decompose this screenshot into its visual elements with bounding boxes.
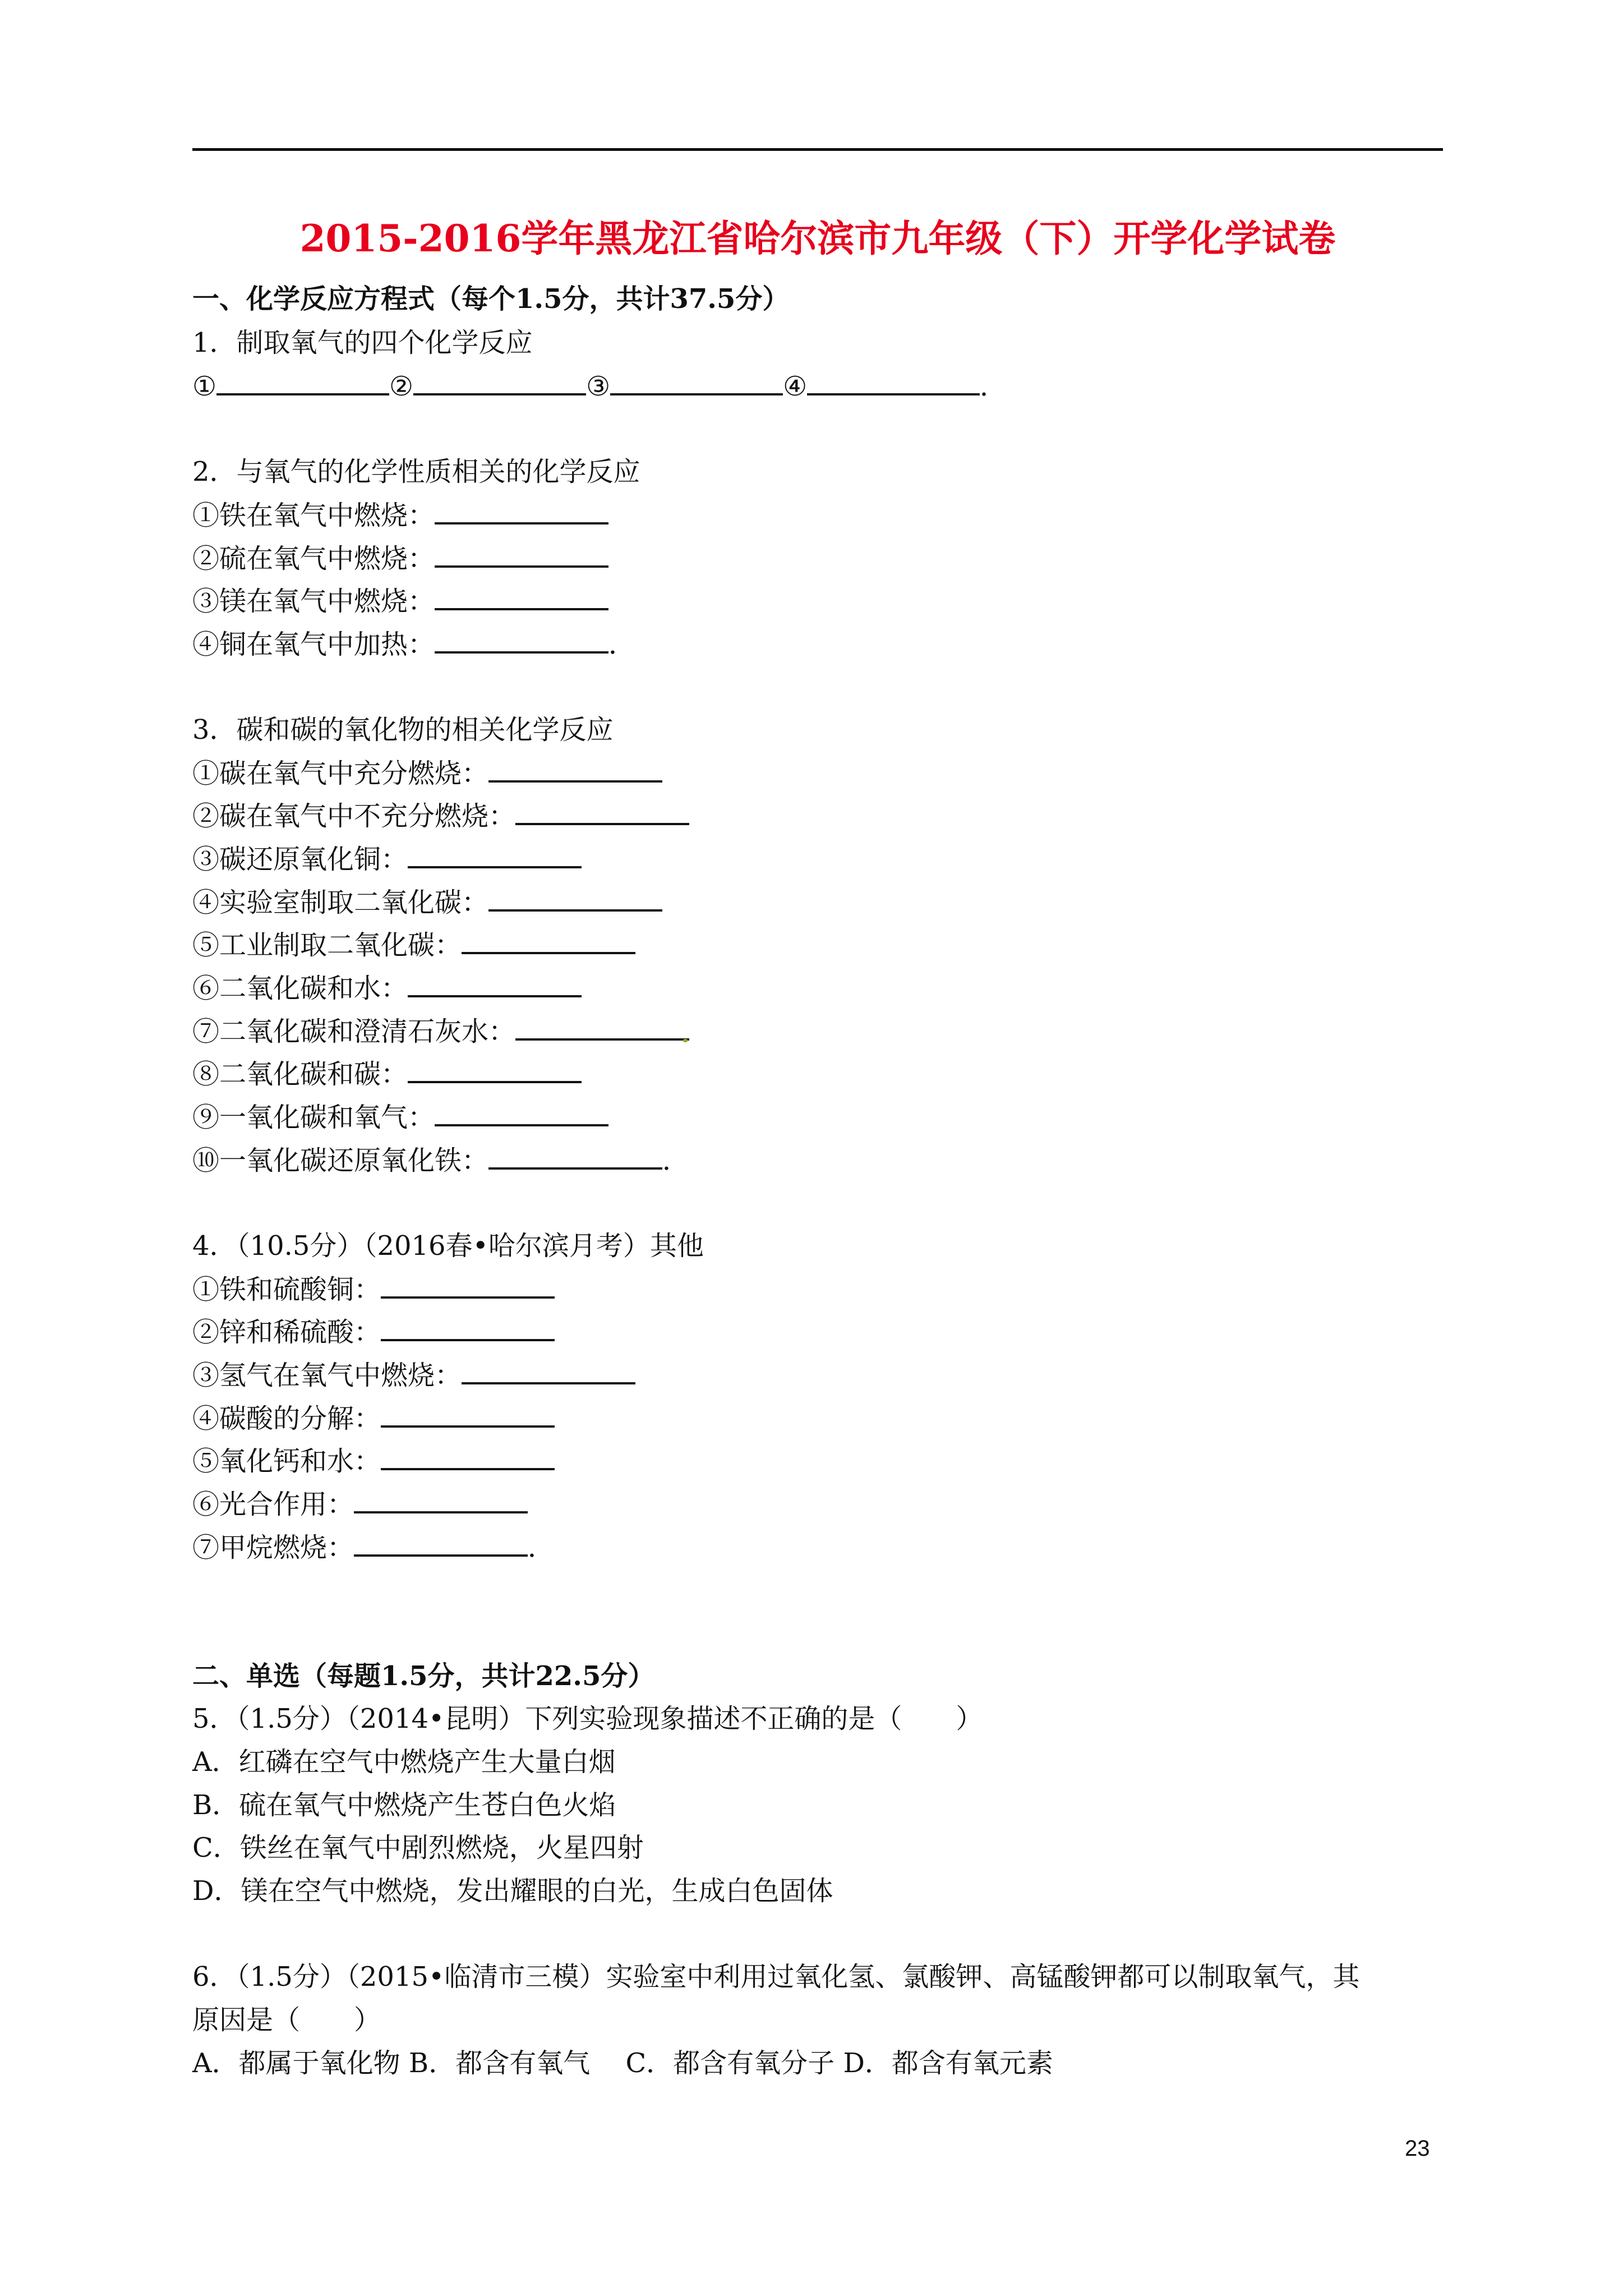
q2-item: ①铁在氧气中燃烧：: [192, 496, 608, 534]
q1-blank-2[interactable]: [413, 367, 586, 395]
answer-blank[interactable]: [435, 540, 608, 568]
q4-item: ⑦甲烷燃烧： ．: [192, 1529, 555, 1566]
q3-item: ⑥二氧化碳和水：: [192, 969, 582, 1007]
answer-blank[interactable]: [381, 1271, 555, 1299]
header-rule: [192, 148, 1443, 151]
answer-blank[interactable]: [408, 1055, 582, 1083]
q3-item: ⑦二氧化碳和澄清石灰水：: [192, 1013, 689, 1050]
q1-marker-3: ③: [586, 371, 611, 402]
section-1-heading: 一、化学反应方程式（每个1.5分，共计37.5分）: [192, 283, 790, 315]
answer-blank[interactable]: [435, 1098, 608, 1126]
page-title: 2015-2016学年黑龙江省哈尔滨市九年级（下）开学化学试卷: [299, 217, 1336, 260]
answer-blank[interactable]: [381, 1313, 555, 1341]
q4-item: ②锌和稀硫酸：: [192, 1313, 555, 1351]
q3-item: ⑧二氧化碳和碳：: [192, 1055, 582, 1093]
q6-stem-line-1: 6．（1.5分）（2015•临清市三模）实验室中利用过氧化氢、氯酸钾、高锰酸钾都可以制取氧气，其: [192, 1961, 1360, 1993]
q1-blank-1[interactable]: [216, 367, 389, 395]
answer-blank[interactable]: [381, 1400, 555, 1428]
q5-option-c[interactable]: C．铁丝在氧气中剧烈燃烧，火星四射: [192, 1832, 644, 1864]
answer-blank[interactable]: [435, 496, 608, 524]
answer-blank[interactable]: [515, 1013, 689, 1041]
answer-blank[interactable]: [462, 1356, 635, 1384]
answer-blank[interactable]: [381, 1442, 555, 1470]
q4-stem: 4．（10.5分）（2016春•哈尔滨月考）其他: [192, 1230, 704, 1262]
q1-marker-1: ①: [192, 371, 217, 402]
q5-option-b[interactable]: B．硫在氧气中燃烧产生苍白色火焰: [192, 1789, 616, 1821]
q4-item: ⑤氧化钙和水：: [192, 1442, 555, 1480]
section-2-heading: 二、单选（每题1.5分，共计22.5分）: [192, 1660, 655, 1692]
answer-blank[interactable]: [462, 926, 635, 954]
q2-stem: 2．与氧气的化学性质相关的化学反应: [192, 456, 640, 487]
q3-item: ②碳在氧气中不充分燃烧：: [192, 797, 689, 835]
answer-blank[interactable]: [488, 754, 662, 783]
q3-item: ④实验室制取二氧化碳：: [192, 884, 662, 921]
answer-blank[interactable]: [435, 625, 608, 654]
q2-item: ④铜在氧气中加热： ．: [192, 625, 635, 663]
q1-end: ．: [980, 371, 1007, 402]
q1-marker-4: ④: [783, 371, 808, 402]
q4-item: ④碳酸的分解：: [192, 1400, 555, 1437]
q6-stem-line-2: 原因是（ ）: [192, 2004, 381, 2036]
scan-speck: [683, 1039, 688, 1042]
q2-item: ③镁在氧气中燃烧：: [192, 582, 608, 620]
q5-option-a[interactable]: A．红磷在空气中燃烧产生大量白烟: [192, 1746, 616, 1778]
q1-stem: 1．制取氧气的四个化学反应: [192, 327, 533, 358]
q3-item: ③碳还原氧化铜：: [192, 840, 582, 878]
answer-blank[interactable]: [488, 1142, 662, 1170]
answer-blank[interactable]: [354, 1485, 528, 1513]
answer-blank[interactable]: [488, 884, 662, 912]
q1-marker-2: ②: [389, 371, 414, 402]
q3-stem: 3．碳和碳的氧化物的相关化学反应: [192, 714, 614, 746]
q3-item: ⑨一氧化碳和氧气：: [192, 1098, 608, 1136]
page-number: 23: [1405, 2136, 1430, 2161]
answer-blank[interactable]: [515, 797, 689, 825]
answer-blank[interactable]: [408, 840, 582, 868]
q4-item: ③氢气在氧气中燃烧：: [192, 1356, 635, 1394]
q4-item: ⑥光合作用：: [192, 1485, 528, 1523]
q3-item: ⑤工业制取二氧化碳：: [192, 926, 635, 964]
answer-blank[interactable]: [354, 1529, 528, 1557]
q6-options[interactable]: A．都属于氧化物 B．都含有氧气 C．都含有氧分子 D．都含有氧元素: [192, 2047, 1053, 2079]
answer-blank[interactable]: [408, 969, 582, 997]
q1-blank-4[interactable]: [807, 367, 980, 395]
q5-stem: 5．（1.5分）（2014•昆明）下列实验现象描述不正确的是（ ）: [192, 1703, 983, 1734]
answer-blank[interactable]: [435, 582, 608, 610]
q3-item: ⑩一氧化碳还原氧化铁： ．: [192, 1142, 689, 1179]
q4-item: ①铁和硫酸铜：: [192, 1271, 555, 1308]
q5-option-d[interactable]: D．镁在空气中燃烧，发出耀眼的白光，生成白色固体: [192, 1875, 833, 1907]
q1-blank-3[interactable]: [610, 367, 783, 395]
q3-item: ①碳在氧气中充分燃烧：: [192, 754, 662, 792]
q2-item: ②硫在氧气中燃烧：: [192, 540, 608, 577]
q1-answer-line: [192, 367, 1007, 405]
